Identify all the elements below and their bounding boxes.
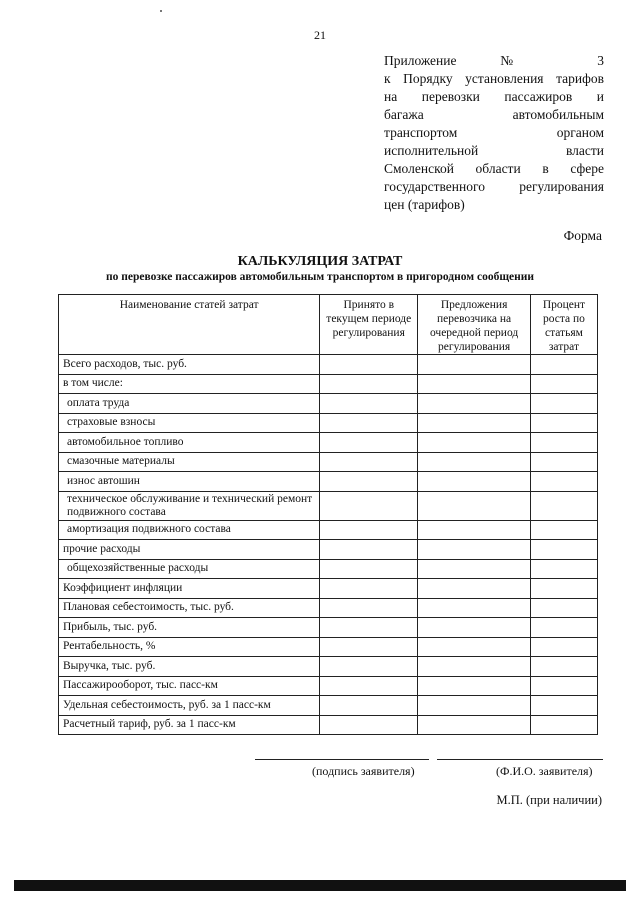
table-row [59,433,598,453]
table-row [59,413,598,433]
cell-proposal[interactable] [418,657,531,677]
cell-current[interactable] [320,472,418,492]
cell-proposal[interactable] [418,374,531,394]
cell-growth[interactable] [530,491,597,520]
cell-proposal[interactable] [418,540,531,560]
cell-growth[interactable] [530,394,597,414]
row-label: Удельная себестоимость, руб. за 1 пасс-км [59,696,320,716]
cell-proposal[interactable] [418,676,531,696]
row-label: в том числе: [59,374,320,394]
cell-growth[interactable] [530,540,597,560]
cell-current[interactable] [320,413,418,433]
row-label: Выручка, тыс. руб. [59,657,320,677]
cell-proposal[interactable] [418,715,531,735]
cost-calculation-table [58,294,598,735]
row-label: износ автошин [59,472,320,492]
cell-growth[interactable] [530,374,597,394]
cell-growth[interactable] [530,579,597,599]
cell-current[interactable] [320,676,418,696]
cell-proposal[interactable] [418,618,531,638]
cell-current[interactable] [320,618,418,638]
table-row [59,374,598,394]
name-line[interactable] [437,759,603,760]
table-row [59,715,598,735]
row-label: прочие расходы [59,540,320,560]
appendix-line: исполнительной власти [384,143,604,158]
row-label: оплата труда [59,394,320,414]
cell-growth[interactable] [530,657,597,677]
cell-growth[interactable] [530,452,597,472]
cell-proposal[interactable] [418,491,531,520]
cell-current[interactable] [320,520,418,540]
table-row [59,657,598,677]
table-row [59,696,598,716]
row-label: амортизация подвижного состава [59,520,320,540]
cell-proposal[interactable] [418,413,531,433]
table-row [59,520,598,540]
cell-current[interactable] [320,637,418,657]
table-row [59,637,598,657]
row-label: Пассажирооборот, тыс. пасс-км [59,676,320,696]
name-label: (Ф.И.О. заявителя) [496,764,593,778]
document-title: КАЛЬКУЛЯЦИЯ ЗАТРАТ [237,254,403,269]
form-label: Форма [563,228,602,243]
header-current-period: Принято в текущем периоде регулирования [320,295,418,355]
cell-proposal[interactable] [418,579,531,599]
cell-proposal[interactable] [418,472,531,492]
signature-label: (подпись заявителя) [312,764,415,778]
cell-current[interactable] [320,374,418,394]
cell-proposal[interactable] [418,637,531,657]
cell-proposal[interactable] [418,452,531,472]
scan-speck [160,10,162,12]
cell-current[interactable] [320,696,418,716]
appendix-line: Смоленской области в сфере [384,161,604,176]
cell-current[interactable] [320,540,418,560]
table-body [59,355,598,735]
cell-growth[interactable] [530,355,597,375]
cell-current[interactable] [320,559,418,579]
cell-growth[interactable] [530,413,597,433]
row-label: Расчетный тариф, руб. за 1 пасс-км [59,715,320,735]
cell-proposal[interactable] [418,598,531,618]
row-label: Всего расходов, тыс. руб. [59,355,320,375]
cell-growth[interactable] [530,559,597,579]
row-label: Рентабельность, % [59,637,320,657]
table-row [59,540,598,560]
row-label: смазочные материалы [59,452,320,472]
table-row [59,559,598,579]
cell-growth[interactable] [530,433,597,453]
row-label: техническое обслуживание и технический ремонт подвижного состава [59,491,320,520]
cell-current[interactable] [320,657,418,677]
table-row [59,452,598,472]
cell-current[interactable] [320,433,418,453]
row-label: Коэффициент инфляции [59,579,320,599]
cell-proposal[interactable] [418,559,531,579]
appendix-line: транспортом органом [384,125,604,140]
cell-proposal[interactable] [418,520,531,540]
table-row [59,676,598,696]
table-row [59,618,598,638]
signature-line[interactable] [255,759,429,760]
appendix-line: на перевозки пассажиров и [384,89,604,104]
stamp-note: М.П. (при наличии) [496,793,602,807]
appendix-line: к Порядку установления тарифов [384,71,604,86]
row-label: Плановая себестоимость, тыс. руб. [59,598,320,618]
table-row [59,472,598,492]
cell-current[interactable] [320,394,418,414]
cell-current[interactable] [320,598,418,618]
cell-proposal[interactable] [418,433,531,453]
cell-growth[interactable] [530,715,597,735]
cell-growth[interactable] [530,696,597,716]
appendix-line: государственного регулирования [384,179,604,194]
cell-current[interactable] [320,355,418,375]
appendix-header [384,52,604,214]
cell-growth[interactable] [530,637,597,657]
document-subtitle: по перевозке пассажиров автомобильным транспортом в пригородном сообщении [105,271,535,283]
cell-current[interactable] [320,715,418,735]
cell-current[interactable] [320,579,418,599]
cell-proposal[interactable] [418,355,531,375]
cell-growth[interactable] [530,676,597,696]
appendix-line: багажа автомобильным [384,107,604,122]
header-carrier-proposal: Предложения перевозчика на очередной период регулирования [418,295,531,355]
appendix-line: цен (тарифов) [384,197,465,212]
page-number: 21 [314,28,326,42]
table-header-row [59,295,598,355]
table-row [59,579,598,599]
cell-current[interactable] [320,491,418,520]
cell-proposal[interactable] [418,696,531,716]
row-label: общехозяйственные расходы [59,559,320,579]
table-row [59,598,598,618]
cell-current[interactable] [320,452,418,472]
table-row [59,394,598,414]
table-row [59,491,598,520]
header-growth-percent: Процент роста по статьям затрат [530,295,597,355]
row-label: автомобильное топливо [59,433,320,453]
row-label: страховые взносы [59,413,320,433]
table-row [59,355,598,375]
scan-edge-bar [14,880,626,891]
cell-growth[interactable] [530,520,597,540]
header-cost-item: Наименование статей затрат [59,295,320,355]
cell-growth[interactable] [530,472,597,492]
cell-proposal[interactable] [418,394,531,414]
cell-growth[interactable] [530,598,597,618]
appendix-line: Приложение № 3 [384,53,604,68]
cell-growth[interactable] [530,618,597,638]
row-label: Прибыль, тыс. руб. [59,618,320,638]
